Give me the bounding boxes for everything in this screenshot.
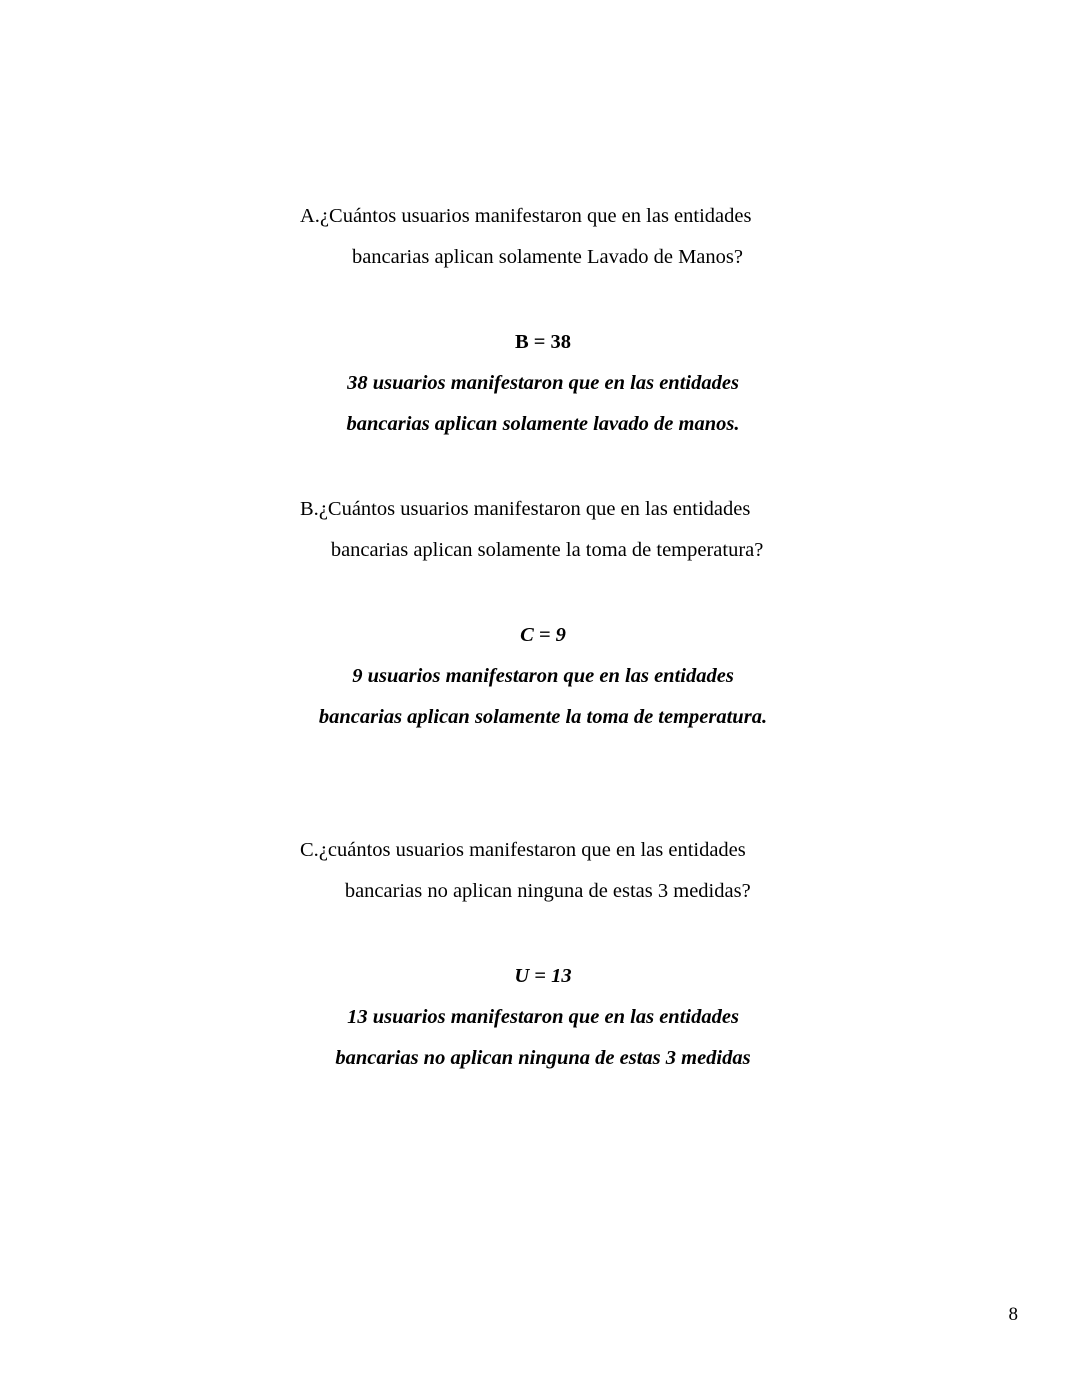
answer-label-c: C = 9 [520,624,566,646]
question-line: bancarias no aplican ninguna de estas 3 medidas? [344,880,751,902]
question-item-b [300,489,786,571]
question-line: bancarias aplican solamente Lavado de Manos? [351,246,743,268]
question-text-b [319,489,786,571]
question-item-c [300,830,786,912]
question-line: ¿Cuántos usuarios manifestaron que en las entidades [319,205,752,227]
answer-line: bancarias aplican solamente lavado de manos. [346,413,740,435]
spacer [300,445,786,489]
answer-line: 38 usuarios manifestaron que en las entidades [347,372,739,394]
page-number: 8 [1008,1304,1018,1325]
answer-block-b [300,615,786,738]
spacer [300,278,786,322]
list-marker-b: B. [300,498,319,520]
question-text-a [320,196,786,278]
answer-line: 9 usuarios manifestaron que en las entidades [352,665,734,687]
question-text-c [319,830,786,912]
answer-label-u: U = 13 [514,965,572,987]
answer-block-a [300,322,786,445]
spacer [300,571,786,615]
answer-line: bancarias no aplican ninguna de estas 3 medidas [335,1047,751,1069]
answer-line: bancarias aplican solamente la toma de temperatura. [318,706,768,728]
question-item-a [300,196,786,278]
question-line: ¿Cuántos usuarios manifestaron que en las entidades [318,498,751,520]
spacer [300,738,786,830]
list-marker-a: A. [300,205,320,227]
spacer [300,912,786,956]
list-marker-c: C. [300,839,319,861]
answer-line: 13 usuarios manifestaron que en las entidades [347,1006,739,1028]
question-line: bancarias aplican solamente la toma de temperatura? [330,539,764,561]
answer-block-c [300,956,786,1079]
question-line: ¿cuántos usuarios manifestaron que en las entidades [318,839,746,861]
document-content [300,196,786,1079]
answer-label-b: B = 38 [514,331,572,353]
